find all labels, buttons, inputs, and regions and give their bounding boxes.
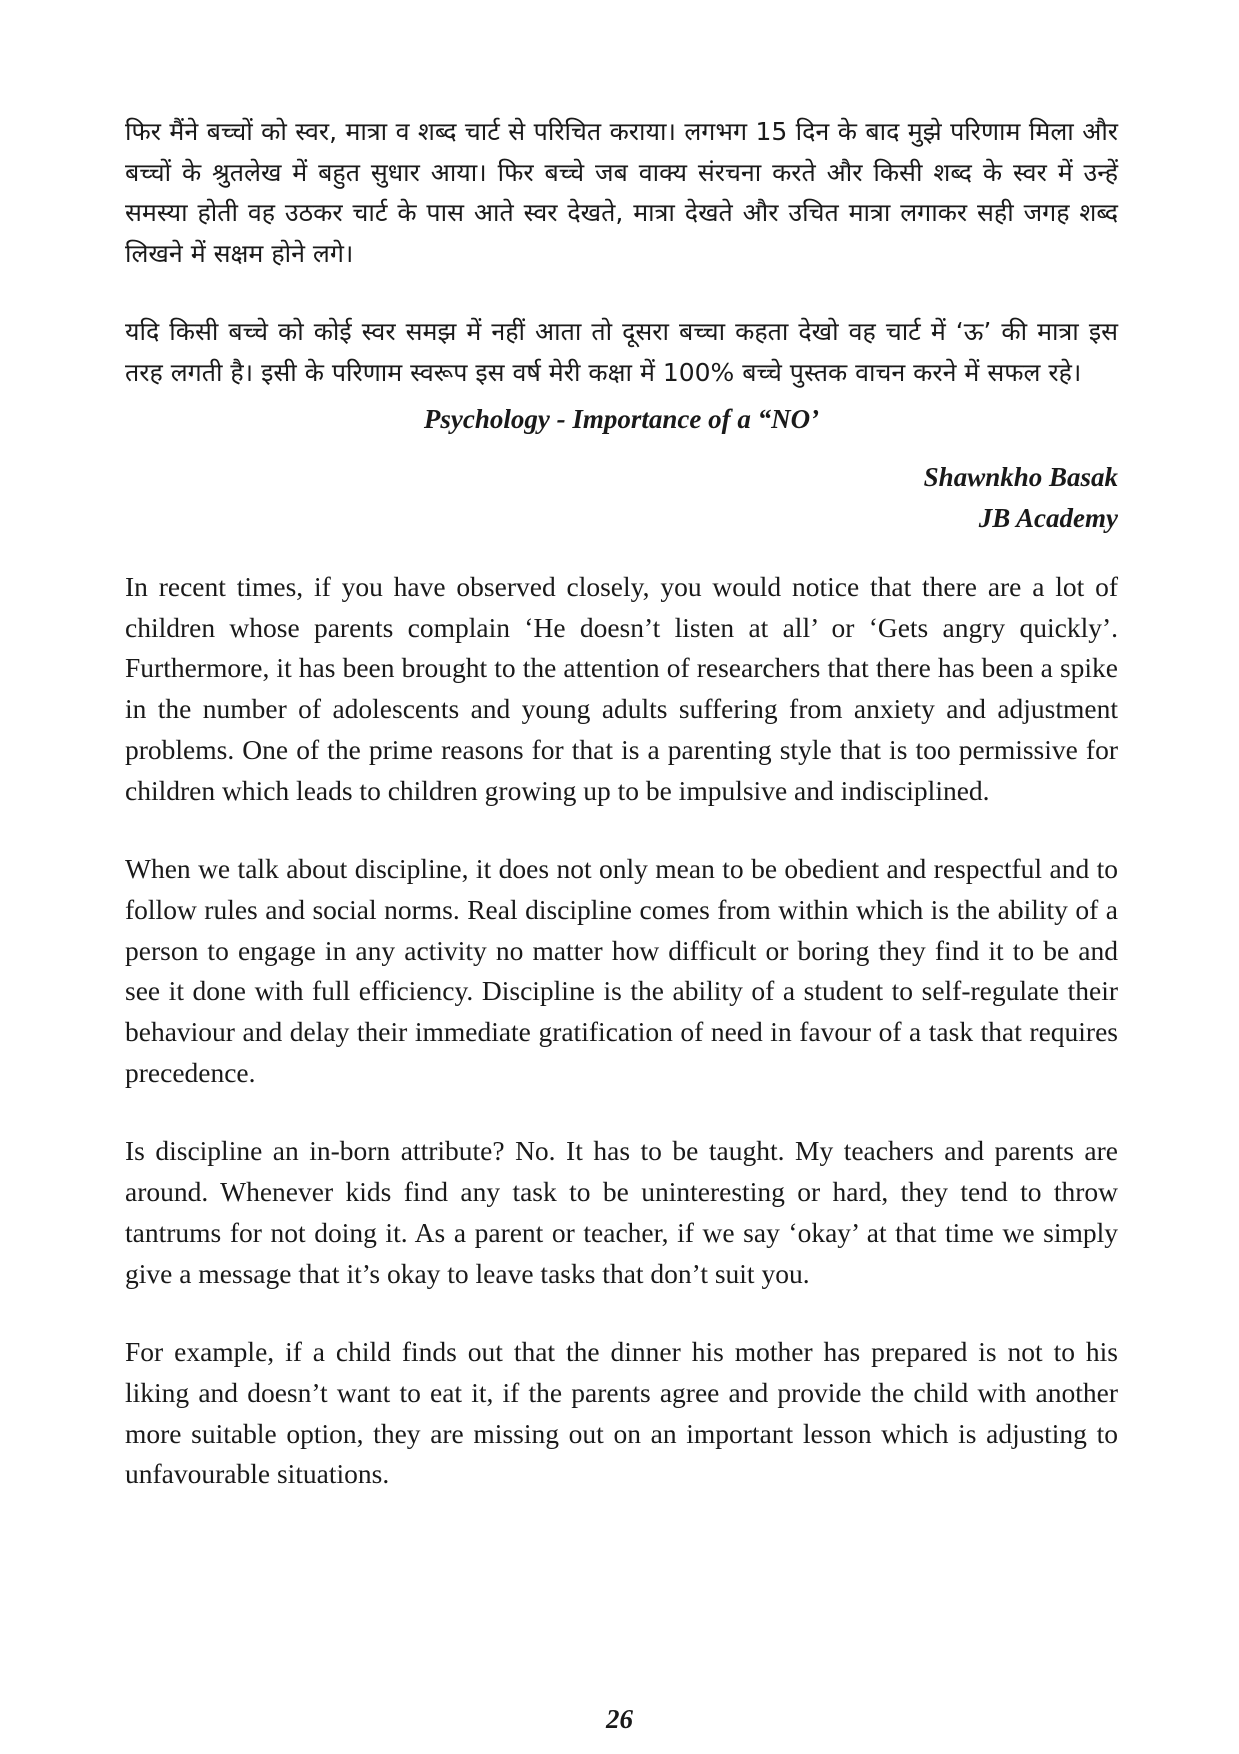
article-paragraph-2: When we talk about discipline, it does not only mean to be obedient and respectful and to follow rules and social norms. Real discipline comes from within which is the ability of a person to engage in any activity no matter how difficult or boring they find it to be and see it done with full efficiency. Discipline is the ability of a student to self-regulate their behaviour and delay their immediate gratification of need in favour of a task that requires precedence. — [125, 853, 1118, 1088]
article-title: Psychology - Importance of a “NO’ — [423, 404, 820, 434]
article-author: Shawnkho Basak — [923, 462, 1118, 492]
page-number: 26 — [606, 1704, 633, 1734]
article-institution: JB Academy — [978, 503, 1118, 533]
hindi-paragraph-2: यदि किसी बच्चे को कोई स्वर समझ में नहीं आता तो दूसरा बच्चा कहता देखो वह चार्ट में ‘ऊ’ की मात्रा इस तरह लगती है। इसी के परिणाम स्वरूप इस वर्ष मेरी कक्षा में 100% बच्चे पुस्तक वाचन करने में सफल रहे। — [125, 317, 1118, 387]
hindi-paragraph-1: फिर मैंने बच्चों को स्वर, मात्रा व शब्द चार्ट से परिचित कराया। लगभग 15 दिन के बाद मुझे परिणाम मिला और बच्चों के श्रुतलेख में बहुत सुधार आया। फिर बच्चे जब वाक्य संरचना करते और किसी शब्द के स्वर में उन्हें समस्या होती वह उठकर चार्ट के पास आते स्वर देखते, मात्रा देखते और उचित मात्रा लगाकर सही जगह शब्द लिखने में सक्षम होने लगे। — [125, 117, 1118, 268]
article-paragraph-4: For example, if a child finds out that the dinner his mother has prepared is not to his liking and doesn’t want to eat it, if the parents agree and provide the child with another more suitable option, they are missing out on an important lesson which is adjusting to unfavourable situations. — [125, 1336, 1118, 1490]
article-paragraph-3: Is discipline an in-born attribute? No. It has to be taught. My teachers and parents are around. Whenever kids find any task to be uninteresting or hard, they tend to throw tantrums for not doing it. As a parent or teacher, if we say ‘okay’ at that time we simply give a message that it’s okay to leave tasks that don’t suit you. — [125, 1135, 1118, 1289]
article-paragraph-1: In recent times, if you have observed closely, you would notice that there are a lot of children whose parents complain ‘He doesn’t listen at all’ or ‘Gets angry quickly’. Furthermore, it has been brought to the attention of researchers that there has been a spike in the number of adolescents and young adults suffering from anxiety and adjustment problems. One of the prime reasons for that is a parenting style that is too permissive for children which leads to children growing up to be impulsive and indisciplined. — [125, 571, 1118, 806]
page-content — [125, 112, 1118, 1495]
